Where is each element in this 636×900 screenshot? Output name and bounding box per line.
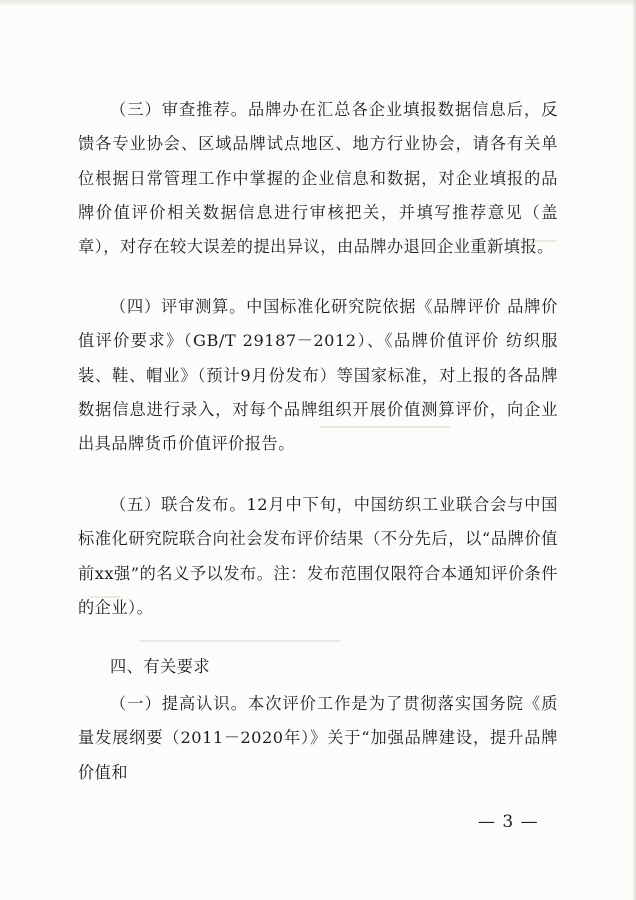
scan-edge-top <box>0 0 636 6</box>
paragraph-raise-awareness: （一）提高认识。本次评价工作是为了贯彻落实国务院《质量发展纲要（2011－2020年）》关于“加强品牌建设，提升品牌价值和 <box>78 694 558 782</box>
scan-edge-right <box>632 0 636 900</box>
paragraph-evaluation-calculation: （四）评审测算。中国标准化研究院依据《品牌评价 品牌价值评价要求》（GB/T 29187－2012）、《品牌价值评价 纺织服装、鞋、帽业》（预计9月份发布）等国家标准，对上报的各品牌数据信息进行录入，对每个品牌组织开展价值测算评价，向企业出具品牌货币价值评价报告。 <box>78 297 558 454</box>
paragraph-review-recommendation: （三）审查推荐。品牌办在汇总各企业填报数据信息后，反馈各专业协会、区域品牌试点地区、地方行业协会，请各有关单位根据日常管理工作中掌握的企业信息和数据，对企业填报的品牌价值评价相关数据信息进行审核把关，并填写推荐意见（盖章），对存在较大误差的提出异议，由品牌办退回企业重新填报。 <box>78 100 558 257</box>
section-heading: 四、有关要求 <box>110 657 211 676</box>
page-number: — 3 — <box>478 812 539 832</box>
paragraph-joint-release: （五）联合发布。12月中下旬，中国纺织工业联合会与中国标准化研究院联合向社会发布评价结果（不分先后，以“品牌价值前xx强”的名义予以发布。注：发布范围仅限符合本通知评价条件的企业）。 <box>78 495 558 617</box>
bleed-through-mark <box>140 640 340 642</box>
